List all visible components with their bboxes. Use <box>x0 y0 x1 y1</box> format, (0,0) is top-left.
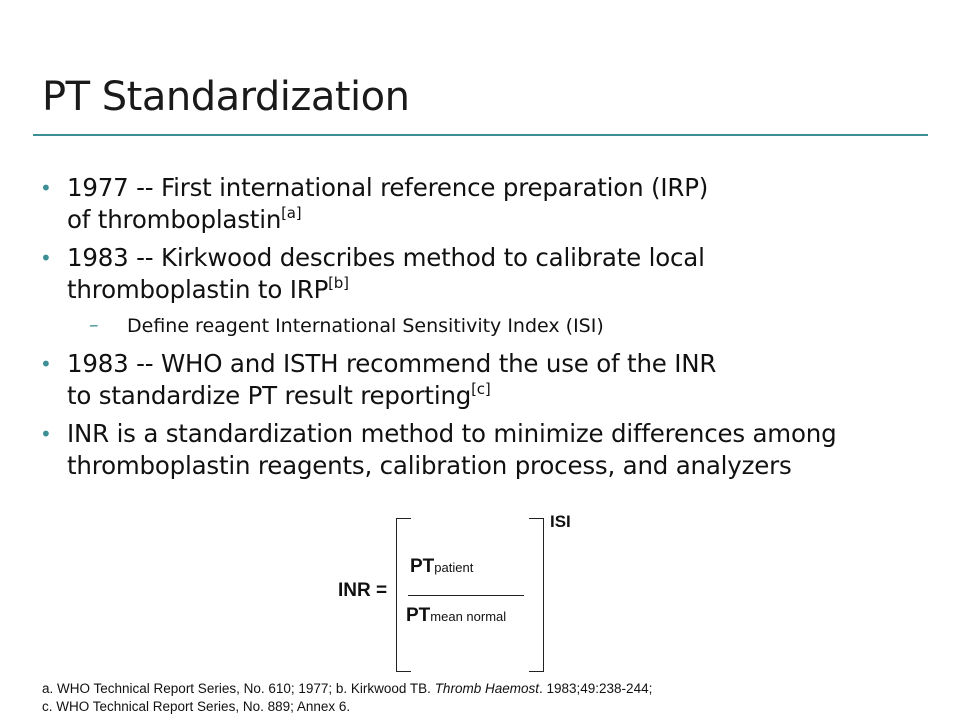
bullet-text: of thromboplastin <box>67 205 282 234</box>
denominator-subscript: mean normal <box>430 609 507 624</box>
bullet-item-1983-kirkwood <box>40 242 930 306</box>
reference-marker: [b] <box>328 274 349 292</box>
formula-exponent: ISI <box>550 512 571 531</box>
bullet-line <box>67 380 930 412</box>
footnote-line-1 <box>42 680 652 698</box>
reference-marker: [a] <box>281 204 302 222</box>
reference-marker: [c] <box>471 380 491 398</box>
sub-bullet-text: Define reagent International Sensitivity Index (ISI) <box>127 315 604 337</box>
bullet-line: 1983 -- Kirkwood describes method to calibrate local <box>67 243 705 272</box>
bullet-line: thromboplastin reagents, calibration process, and analyzers <box>67 451 792 480</box>
dash-icon: – <box>89 314 99 336</box>
footnote <box>42 680 652 716</box>
sub-bullet-isi <box>40 312 930 340</box>
bullet-line <box>67 274 930 306</box>
bullet-item-inr <box>40 418 930 482</box>
numerator-subscript: patient <box>434 560 474 575</box>
right-bracket <box>529 518 544 672</box>
bullet-line: 1983 -- WHO and ISTH recommend the use of the INR <box>67 349 717 378</box>
bullet-line: INR is a standardization method to minimize differences among <box>67 419 837 448</box>
bullet-item-1983-who <box>40 348 930 412</box>
bullet-dot-icon: • <box>40 422 52 446</box>
footnote-text: a. WHO Technical Report Series, No. 610; 1977; b. Kirkwood TB. <box>42 681 435 696</box>
bullet-list <box>40 172 930 488</box>
denominator-text: PT <box>406 605 431 626</box>
footnote-line-2: c. WHO Technical Report Series, No. 889; Annex 6. <box>42 699 351 714</box>
bullet-text: thromboplastin to IRP <box>67 275 329 304</box>
fraction-line <box>408 595 524 596</box>
left-bracket <box>396 518 411 672</box>
bullet-text: to standardize PT result reporting <box>67 381 472 410</box>
slide-title: PT Standardization <box>42 74 410 120</box>
footnote-journal: Thromb Haemost <box>434 681 539 696</box>
title-divider <box>33 134 928 136</box>
bullet-dot-icon: • <box>40 352 52 376</box>
formula-denominator <box>406 605 506 627</box>
numerator-text: PT <box>410 556 435 577</box>
formula-lhs: INR = <box>338 580 388 601</box>
bullet-line: 1977 -- First international reference preparation (IRP) <box>67 173 709 202</box>
bullet-dot-icon: • <box>40 176 52 200</box>
footnote-text: . 1983;49:238-244; <box>538 681 653 696</box>
bullet-line <box>67 204 930 236</box>
bullet-dot-icon: • <box>40 246 52 270</box>
bullet-item-1977 <box>40 172 930 236</box>
formula-numerator <box>410 556 473 578</box>
